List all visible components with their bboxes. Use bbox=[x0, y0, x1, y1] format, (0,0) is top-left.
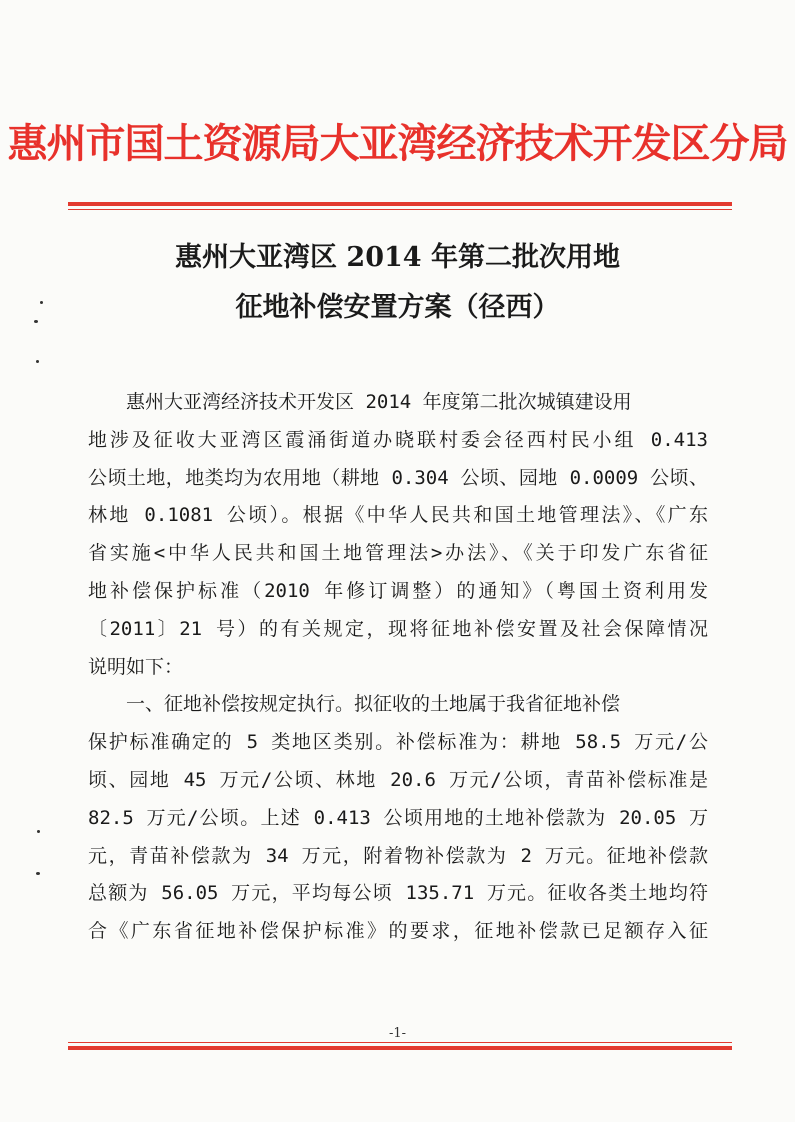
text-line: 82.5 万元/公顷。上述 0.413 公顷用地的土地补偿款为 20.05 万 bbox=[88, 806, 708, 829]
text-line: 地补偿保护标准（2010 年修订调整）的通知》（粤国土资利用发 bbox=[88, 579, 708, 602]
text-line: 一、征地补偿按规定执行。拟征收的土地属于我省征地补偿 bbox=[126, 693, 621, 716]
footer-rule-thick bbox=[68, 1046, 732, 1050]
page-number: -1- bbox=[388, 1026, 407, 1041]
text-line: 合《广东省征地补偿保护标准》的要求，征地补偿款已足额存入征 bbox=[88, 920, 708, 943]
text-line: 省实施<中华人民共和国土地管理法>办法》、《关于印发广东省征 bbox=[88, 542, 708, 565]
header-rule-thick bbox=[68, 202, 732, 206]
scan-speck bbox=[36, 872, 40, 875]
paragraph bbox=[88, 686, 708, 951]
text-line: 公顷土地，地类均为农用地（耕地 0.304 公顷、园地 0.0009 公顷、 bbox=[88, 466, 708, 489]
scan-speck bbox=[37, 830, 40, 833]
text-line: 地涉及征收大亚湾区霞涌街道办晓联村委会径西村民小组 0.413 bbox=[88, 428, 708, 451]
footer-rule-thin bbox=[68, 1042, 732, 1043]
text-line: 元，青苗补偿款为 34 万元，附着物补偿款为 2 万元。征地补偿款 bbox=[88, 844, 708, 867]
scan-speck bbox=[40, 301, 43, 304]
scan-speck bbox=[34, 320, 38, 323]
text-line: 〔2011〕21 号）的有关规定，现将征地补偿安置及社会保障情况 bbox=[88, 617, 708, 640]
text-line: 总额为 56.05 万元，平均每公顷 135.71 万元。征收各类土地均符 bbox=[88, 882, 708, 905]
paragraph bbox=[88, 384, 708, 686]
text-line: 保护标准确定的 5 类地区类别。补偿标准为：耕地 58.5 万元/公 bbox=[88, 731, 708, 754]
text-line: 说明如下： bbox=[88, 655, 184, 678]
text-line: 顷、园地 45 万元/公顷、林地 20.6 万元/公顷，青苗补偿标准是 bbox=[88, 768, 708, 791]
document-title-line-1: 惠州大亚湾区 2014 年第二批次用地 bbox=[175, 242, 620, 273]
header-rule-thin bbox=[68, 209, 732, 210]
document-title-line-2: 征地补偿安置方案（径西） bbox=[235, 292, 560, 323]
document-body bbox=[88, 384, 708, 951]
agency-letterhead: 惠州市国土资源局大亚湾经济技术开发区分局 bbox=[7, 120, 788, 167]
text-line: 林地 0.1081 公顷）。根据《中华人民共和国土地管理法》、《广东 bbox=[88, 504, 708, 527]
text-line: 惠州大亚湾经济技术开发区 2014 年度第二批次城镇建设用 bbox=[126, 391, 632, 413]
scan-speck bbox=[36, 360, 39, 363]
